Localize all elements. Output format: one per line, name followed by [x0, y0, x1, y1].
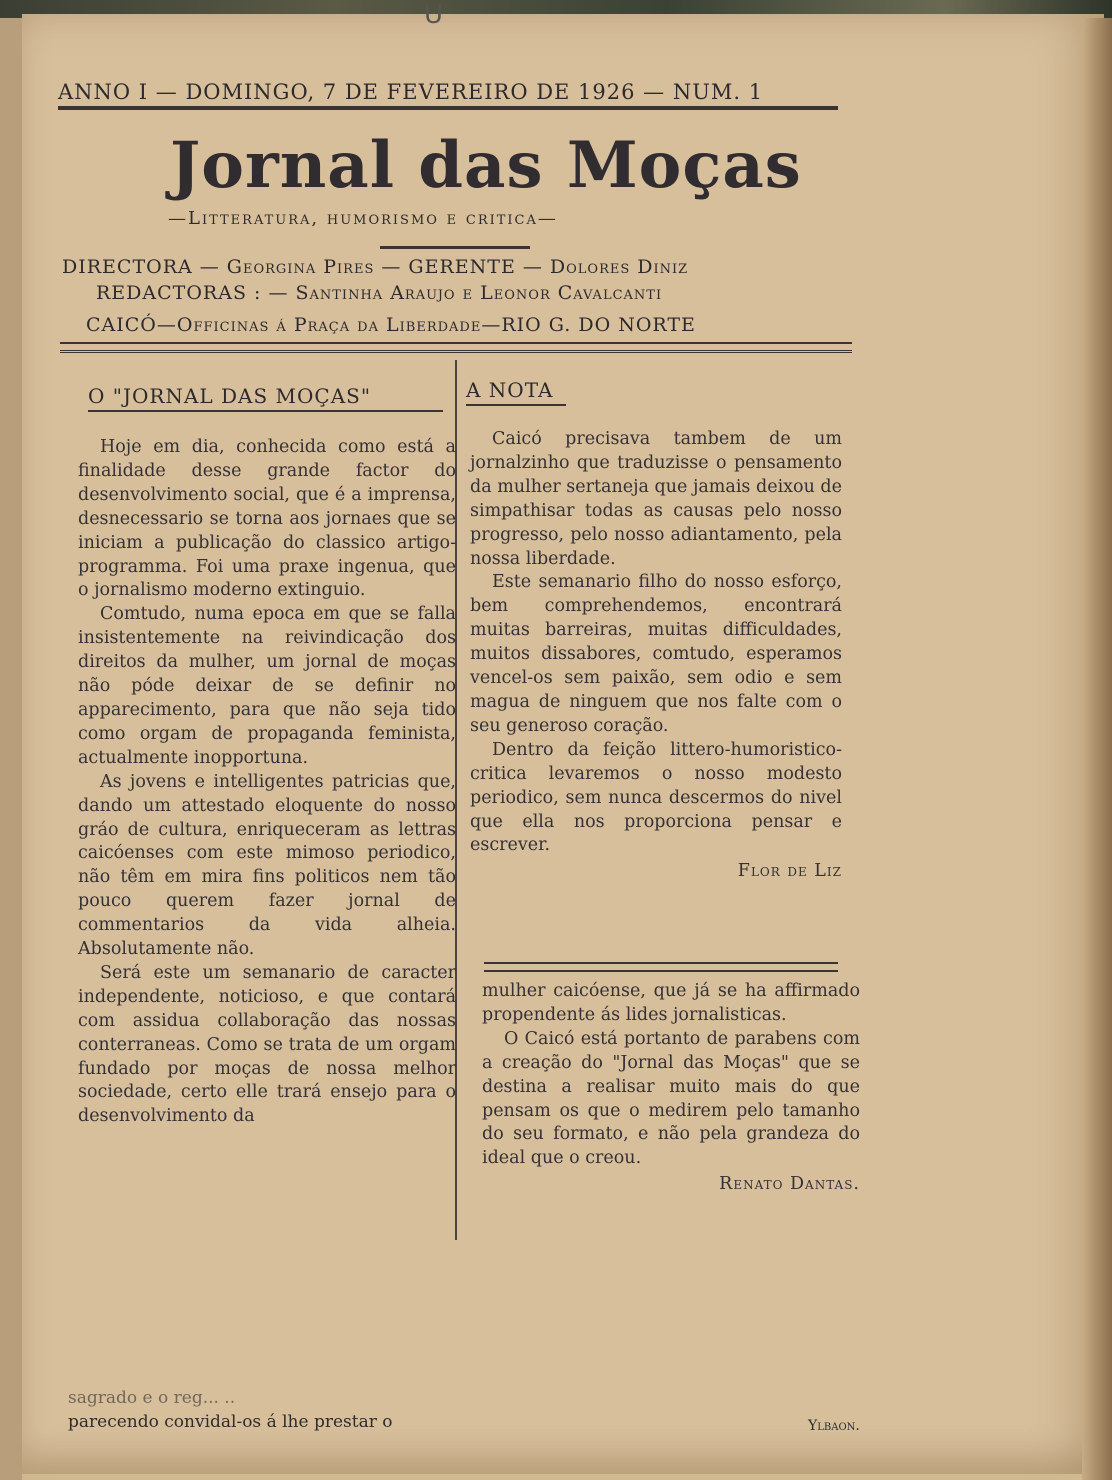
underlying-signature: Ylbaon. [808, 1418, 860, 1434]
pencil-mark: U [424, 0, 444, 30]
article-signature: Flor de Liz [737, 861, 842, 882]
underlying-line: parecendo convidal-os á lhe prestar o [68, 1412, 393, 1432]
continuation-signature: Renato Dantas. [719, 1174, 860, 1195]
issue-line: ANNO I — DOMINGO, 7 DE FEVEREIRO DE 1926 — NUM. 1 [58, 80, 838, 110]
paragraph: Dentro da feição littero-humoristico-critica levaremos o nosso modesto periodico, sem nunca descermos do nivel que ella nos proporciona pensar e escrever. [470, 739, 842, 856]
paragraph: Caicó precisava tambem de um jornalzinho que traduzisse o pensamento da mulher sertaneja que jamais deixou de simpathisar todas as causas pelo nosso progresso, pelo nosso adiantamento, pela nossa liberdade. [470, 429, 842, 569]
paragraph: Hoje em dia, conhecida como está a finalidade desse grande factor do desenvolvimento social, que é a imprensa, desnecessario se torna aos jornaes que se iniciam a publicação do classico artigo-programma. Foi uma praxe ingenua, que o jornalismo moderno extinguio. [78, 437, 456, 601]
newspaper-title: Jornal das Moças [170, 128, 802, 203]
left-column-heading: O "JORNAL DAS MOÇAS" [88, 384, 443, 412]
subtitle-rule [380, 246, 530, 249]
newspaper-subtitle: —Litteratura, humorismo e critica— [168, 208, 558, 229]
paragraph: Será este um semanario de caracter independente, noticioso, e que contará com assidua collaboração das nossas conterraneas. Como se trata de um orgam fundado por moças de nossa melhor sociedade, certo elle trará ensejo para o desenvolvimento da [78, 962, 456, 1127]
staff-redactoras: REDACTORAS : — Santinha Araujo e Leonor Cavalcanti [96, 282, 663, 304]
left-column [78, 436, 456, 1129]
paragraph: Este semanario filho do nosso esforço, bem comprehendemos, encontrará muitas barreiras, muitas difficuldades, muitos dissabores, comtudo, esperamos vencel-os sem paixão, sem odio e sem magua de ninguem que nos falte com o seu generoso coração. [470, 572, 842, 736]
underlying-line: sagrado e o reg... .. [68, 1388, 236, 1408]
right-column-heading: A NOTA [466, 378, 566, 406]
right-column-article [470, 428, 842, 884]
paragraph: mulher caicóense, que já se ha affirmado propendente ás lides jornalisticas. [482, 981, 860, 1025]
paragraph: Comtudo, numa epoca em que se falla insistentemente na reivindicação dos direitos da mulher, um jornal de moças não póde deixar de se definir no apparecimento, para que não seja tido como orgam de propaganda feminista, actualmente inopportuna. [78, 604, 456, 768]
paragraph: O Caicó está portanto de parabens com a creação do "Jornal das Moças" que se destina a realisar muito mais do que pensam os que o medirem pelo tamanho do seu formato, e não pela grandeza do ideal que o creou. [482, 1028, 860, 1169]
staff-directora: DIRECTORA — Georgina Pires — GERENTE — Dolores Diniz [62, 256, 689, 278]
masthead-rule [60, 342, 852, 353]
right-column-continuation [482, 980, 860, 1197]
article-separator [484, 962, 838, 972]
paragraph: As jovens e intelligentes patricias que, dando um attestado eloquente do nosso gráo de cultura, enriqueceram as lettras caicóenses com este mimoso periodico, não têm em mira fins politicos nem tão pouco querem fazer jornal de commentarios da vida alheia. Absolutamente não. [78, 771, 456, 960]
page-edge [1082, 18, 1112, 1480]
staff-address: CAICÓ—Officinas á Praça da Liberdade—RIO G. DO NORTE [86, 314, 696, 336]
